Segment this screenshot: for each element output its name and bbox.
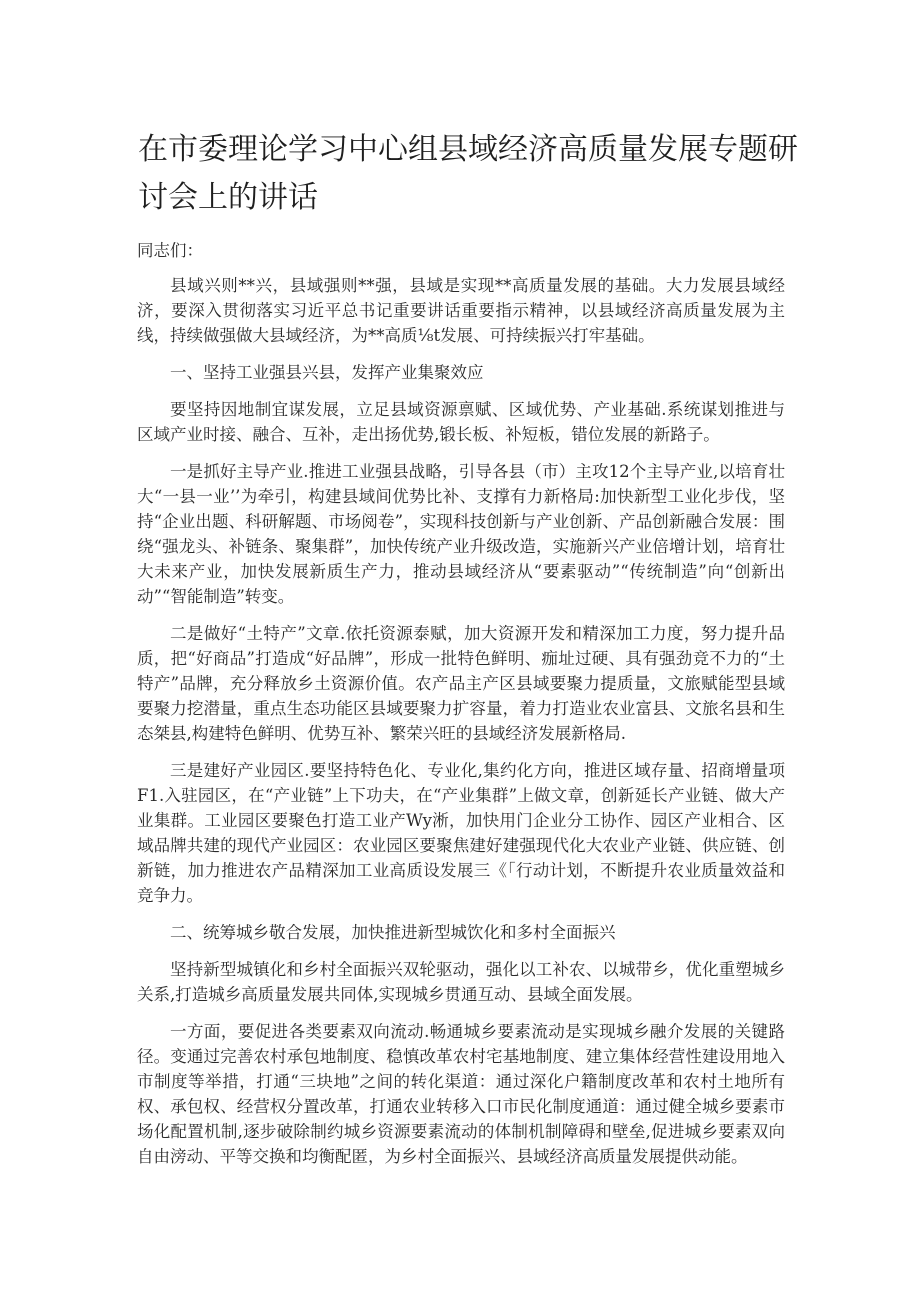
greeting: 同志们：: [137, 241, 203, 260]
document-title: 在市委理论学习中心组县域经济高质量发展专题研讨会上的讲话: [138, 132, 798, 215]
paragraph: 二是做好“土特产”文章.依托资源泰赋，加大资源开发和精深加工力度，努力提升品质，把“好商品”打造成“好品牌”，形成一批特色鲜明、痂址过硬、具有强劲竞不力的“土特产”品牌，充分释放乡土资源价值。农产品主产区县域要聚力提质量，文旅赋能型县域要聚力挖潜量，重点生态功能区县域要聚力扩容量，着力打造业农业富县、文旅名县和生态桀县,构建特色鲜明、优势互补、繁荣兴旺的县域经济发展新格局.: [137, 624, 785, 743]
paragraph: 一是抓好主导产业.推进工业强县战略，引导各县（市）主攻12个主导产业,以培育壮大“一县一业’’为牵引，构建县域间优势比补、支撑有力新格局:加快新型工业化步伐，坚持“企业出题、科研解题、市场阅卷”，实现科技创新与产业创新、产品创新融合发展：围绕“强龙头、补链条、聚集群”，加快传统产业升级改造，实施新兴产业倍增计划，培育壮大未来产业，加快发展新质生产力，推动县域经济从“要素驱动”“传统制造”向“创新出动”“智能制造”转变。: [137, 462, 785, 606]
section-heading-1: 一、坚持工业强县兴县，发挥产业集聚效应: [170, 363, 484, 382]
paragraph-intro: 县域兴则**兴，县域强则**强，县域是实现**高质量发展的基础。大力发展县域经济，要深入贯彻落实习近平总书记重要讲话重要指示精神，以县域经济高质量发展为主线，持续做强做大县域经济，为**高质⅛t发展、可持续振兴打牢基础。: [137, 276, 785, 345]
paragraph: 三是建好产业园区.要坚持特色化、专业化,集约化方向，推进区域存量、招商增量项F1.入驻园区，在“产业链”上下功夫，在“产业集群”上做文章，创新延长产业链、做大产业集群。工业园区要聚色打造工业产Wy淅，加快用门企业分工协作、园区产业相合、区域品牌共建的现代产业园区：农业园区要聚焦建好建强现代化大农业产业链、供应链、创新链，加力推进农产品精深加工业高质设发展三《「行动计划，不断提升农业质量效益和竞争力。: [137, 761, 785, 905]
section-heading-2: 二、统筹城乡敬合发展，加快推进新型城饮化和多村全面振兴: [170, 923, 616, 942]
document-body: [137, 238, 785, 1181]
paragraph: 坚持新型城镇化和乡村全面振兴双轮驱动，强化以工补农、以城带乡，优化重塑城乡关系,打造城乡高质量发展共同体,实现城乡贯通互动、县域全面发展。: [137, 960, 785, 1004]
paragraph: 要坚持因地制宜谋发展，立足县域资源禀赋、区域优势、产业基础.系统谋划推进与区域产业时接、融合、互补，走出扬优势,锻长板、补短板，错位发展的新路子。: [137, 400, 785, 444]
paragraph: 一方面，要促进各类要素双向流动.畅通城乡要素流动是实现城乡融介发展的关键路径。变通过完善农村承包地制度、稳慎改革农村宅基地制度、建立集体经营性建设用地入市制度等举措，打通“三块地”之间的转化渠道：通过深化户籍制度改革和农村土地所有权、承包权、经营权分置改革，打通农业转移入口市民化制度通道：通过健全城乡要素市场化配置机制,逐步破除制约城乡资源要素流动的体制机制障碍和壁垒,促进城乡要素双向自由滂动、平等交换和均衡配匿，为乡村全面振兴、县域经济高质量发展提供动能。: [137, 1022, 785, 1166]
